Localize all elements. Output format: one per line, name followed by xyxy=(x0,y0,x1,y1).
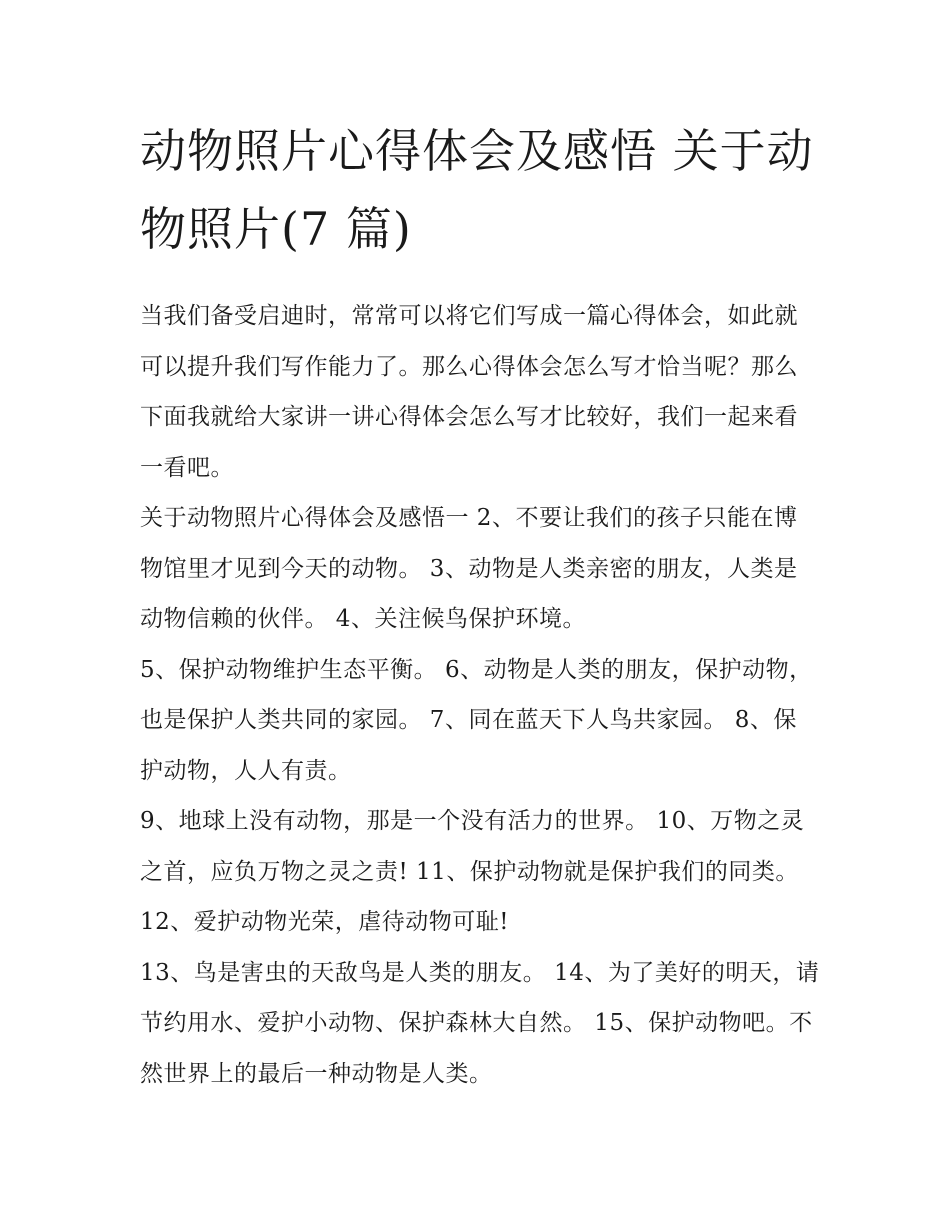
document-title: 动物照片心得体会及感悟 关于动物照片(7 篇) xyxy=(140,124,814,256)
body-paragraph: 5、保护动物维护生态平衡。 6、动物是人类的朋友，保护动物，也是保护人类共同的家园。 7、同在蓝天下人鸟共家园。 8、保护动物，人人有责。 xyxy=(140,656,813,784)
document-page xyxy=(140,112,820,1099)
body-paragraph: 13、鸟是害虫的天敌鸟是人类的朋友。 14、为了美好的明天，请节约用水、爱护小动物、保护森林大自然。 15、保护动物吧。不然世界上的最后一种动物是人类。 xyxy=(140,959,820,1087)
intro-paragraph: 当我们备受启迪时，常常可以将它们写成一篇心得体会，如此就可以提升我们写作能力了。那么心得体会怎么写才恰当呢？那么下面我就给大家讲一讲心得体会怎么写才比较好，我们一起来看一看吧。 xyxy=(140,303,798,481)
body-paragraph: 9、地球上没有动物，那是一个没有活力的世界。 10、万物之灵之首，应负万物之灵之责! 11、保护动物就是保护我们的同类。 12、爱护动物光荣，虐待动物可耻! xyxy=(140,808,805,935)
body-paragraph: 关于动物照片心得体会及感悟一 2、不要让我们的孩子只能在博物馆里才见到今天的动物。 3、动物是人类亲密的朋友，人类是动物信赖的伙伴。 4、关注候鸟保护环境。 xyxy=(140,505,798,632)
